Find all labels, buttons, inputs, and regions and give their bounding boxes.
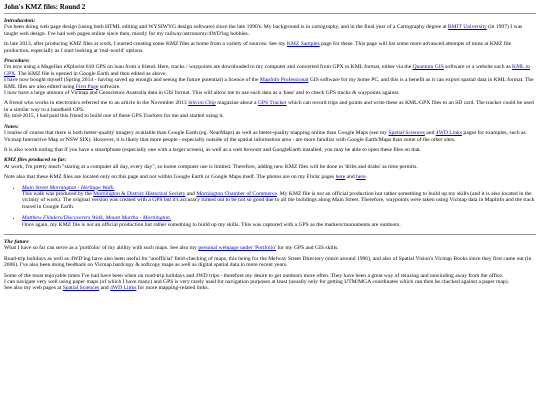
future-paragraph-1: What I have so far can serve as a 'portfolio' of my ability with such maps. See also my personal webpage under 'Portfolio' for my GPS and GIS skills. xyxy=(4,245,339,252)
kml-to-gpx-link[interactable]: KML to GPX xyxy=(4,64,531,77)
notes-paragraph-1: I realise of course that there is both better-quality imagery available than Google Earth (eg. NearMaps) as well as better-quality mapping online than Google Maps (see my Spatial Sciences and 4WD Links pages for examples, such as Vicmap Interactive Map or NSW SIX). However, it is likely that more people - especially outside of the spatial information area - are more familiar with Google Earth/Maps than some of the other sites. xyxy=(4,130,526,143)
flickr-link-2[interactable]: here xyxy=(356,174,366,181)
future-paragraph-2: Road-trip holidays as well as 4WD'ing have also been useful for 'unofficial' field-checking of maps, this being for the Melway Street Directory (since around 1996), and also of Spatial Vision's Vicmap Books since they first came out (in 2006). I've also been doing feedback on Vicmap hardcopy & softcopy maps as well as digital spatial data in more recent years. xyxy=(4,255,532,269)
kmz-file-list xyxy=(4,185,536,228)
silicon-chip-link[interactable]: Silicon Chip xyxy=(188,100,216,107)
divider xyxy=(4,13,536,14)
notes-heading: Notes: xyxy=(4,123,19,130)
rmit-link[interactable]: RMIT University xyxy=(447,24,487,31)
4wd-links-link[interactable]: 4WD Links xyxy=(110,285,137,292)
intro-heading: Introduction: xyxy=(4,18,36,24)
quantum-gis-link[interactable]: Quantum GIS xyxy=(412,64,444,71)
intro-paragraph-1: I've been doing web page design (using both HTML editing and WYSIWYG design software) since the late 1990's. My background is in cartography, and in the final year of a Cartography degree at RMIT University (in 1997) I was taught web design. I've had web pages online since then, mostly for my railway/astronomy/4WD'ing hobbies. xyxy=(4,24,523,37)
kmz-samples-link[interactable]: KMZ Samples xyxy=(286,41,320,48)
notes-paragraph-2: It is also worth noting that if you have a smartphone (especially one with a larger screen), as well as a web browser and GoogleEarth installed, you may be able to open these files on that. xyxy=(4,146,422,153)
produced-heading: KMZ files produced so far: xyxy=(4,157,67,164)
spatial-sciences-link[interactable]: Spatial Sciences xyxy=(62,285,100,292)
procedure-paragraph-2: A friend who works in electronics referred me to an article in the November 2013 Silicon Chip magazine about a GPS Tracker which can record trips and points and write these as KML/GPX files to an SD card. The tracker could be used in a similar way to a handheld GPS. By mid-2015, I had paid this friend to build one of these GPS Trackers for me and started using it. xyxy=(4,100,534,120)
mapinfo-link[interactable]: MapInfo Professional xyxy=(259,77,309,84)
future-paragraph-3: Some of the most enjoyable times I've had have been when on road-trip holidays and 4WD trips - therefore my desire to get outdoors more often. They have been a great way of relaxing and unwinding away from the office. I can navigate very well using paper maps (of which I have many) and GPS is very rarely used for navigation purposes at least (usually only for getting UTM/MGA coordinates which can then be checked against a paper map). See also my web pages at Spatial Sciences and 4WD Links for more mapping-related links. xyxy=(4,272,509,292)
flickr-link-1[interactable]: here xyxy=(335,174,346,181)
divider xyxy=(4,234,536,235)
gps-tracker-link[interactable]: GPS Tracker xyxy=(257,100,287,107)
chamber-of-commerce-link[interactable]: Mornington Chamber of Commerce xyxy=(196,190,277,197)
procedure-heading: Procedure: xyxy=(4,58,30,65)
discoverers-walk-kmz-link[interactable]: Matthew Flinders/Discoverers Walk, Mount Martha - Mornington. xyxy=(22,215,172,222)
page-title: John's KMZ files: Round 2 xyxy=(4,3,86,11)
spatial-sciences-link[interactable]: Spatial Sciences xyxy=(388,130,425,137)
procedure-paragraph-1: I'm now using a Magellan eXplorist 610 GPS on loan from a friend. Here, tracks / waypoints are downloaded to my computer and converted from GPX to KML format, either via the Quantum GIS software or a website such as KML to GPX. The KMZ file is opened in Google Earth and then edited as above. I have now bought myself (Spring 2014 - having saved up enough and seeing the future potential) a licence of the MapInfo Professional GIS software for my home PC, and this is a benefit as it can export spatial data in KML format. The KML files are also edited using First Page software. I now have a large amount of Vicmap and Geoscience Australia data in GIS format. This will allow me to use such data as a 'base' and to check GPS tracks & waypoints against. xyxy=(4,64,534,97)
first-page-link[interactable]: First Page xyxy=(75,83,99,90)
future-heading: The future xyxy=(4,238,29,245)
produced-paragraph-1: At work, I'm pretty much "staring at a computer all day, every day", so home computer use is limited. Therefore, adding new KMZ files will be done in 'dribs and drabs' as time permits. xyxy=(4,163,418,170)
historical-society-link[interactable]: Mornington & District Historical Society xyxy=(93,190,186,197)
heritage-walk-kmz-link[interactable]: Main Street Mornington - Heritage Walk. xyxy=(22,184,115,191)
list-item: • Matthew Flinders/Discoverers Walk, Mount Martha - Mornington. Once again, my KMZ file is not an official production but rather something to build up my skills. This was captured with a GPS as the markers/monuments are outdoors. xyxy=(22,215,536,228)
produced-paragraph-2: Note also that these KMZ files are located only on this page and not within Google Earth or Google Maps itself. The photos are on my Flickr pages here and here. xyxy=(4,174,368,181)
personal-webpage-link[interactable]: personal webpage under 'Portfolio' xyxy=(198,245,276,252)
list-item: • Main Street Mornington - Heritage Walk. This walk was produced by the Mornington & District Historical Society and Mornington Chamber of Commerce. My KMZ file is not an official production but rather something to build up my skills (and it is also located in the vicinity of work). The original version was created with a GPS but it's accuracy turned out to be not so good due to all the buildings along Main Street. Therefore, waypoints were taken using Vicmap data in MapInfo and the track traced in Google Earth. xyxy=(22,185,536,211)
4wd-links-link[interactable]: 4WD Links xyxy=(435,130,463,137)
intro-paragraph-2: In late 2013, after producing KMZ files at work, I started creating some KMZ files at home from a variety of sources. See my KMZ Samples page for these. This page will list some more advanced attempts of mine at KMZ file production, especially as I start looking at 'real-world' options. xyxy=(4,41,512,54)
